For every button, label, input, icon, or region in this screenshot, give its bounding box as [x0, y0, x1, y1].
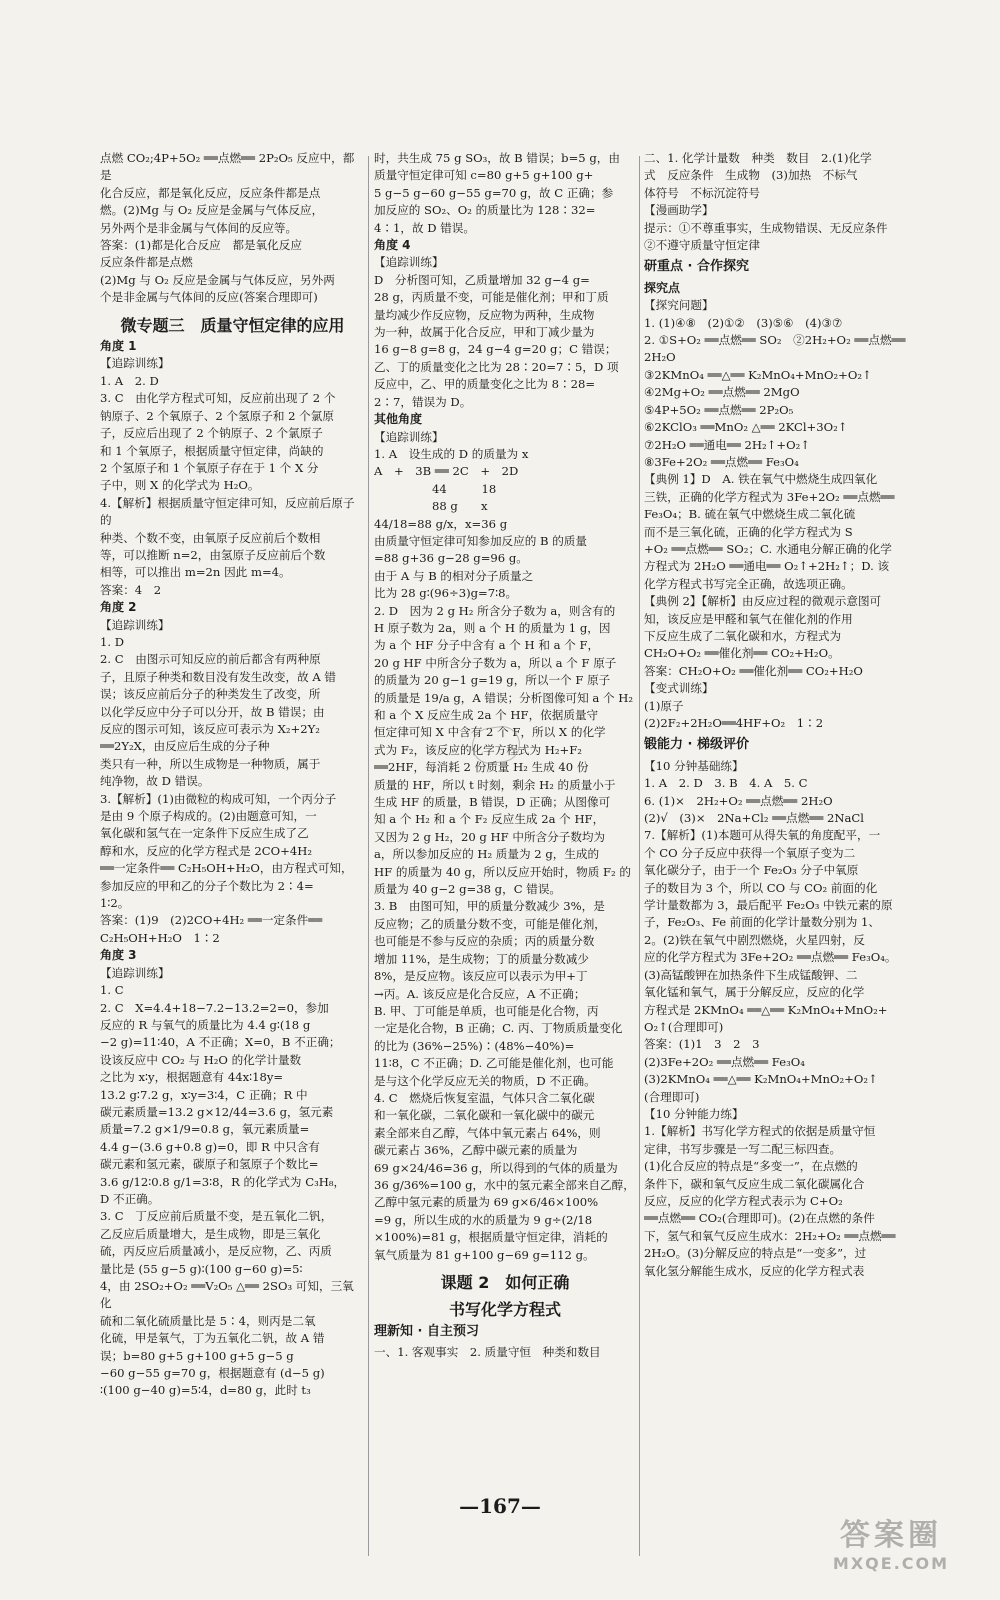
text-line: 反应的图示可知，该反应可表示为 X₂+2Y₂ [100, 722, 320, 736]
text-line: 子中，则 X 的化学式为 H₂O。 [100, 478, 260, 493]
text-line: 相等，可以推出 m=2n 因此 m=4。 [100, 565, 291, 580]
text-line: 一定是化合物，B 正确；C. 丙、丁物质质量变化 [374, 1021, 623, 1036]
text-line: 设该反应中 CO₂ 与 H₂O 的化学计量数 [100, 1052, 302, 1067]
text-line: 子，Fe₂O₃、Fe 前面的化学计量数分别为 1、 [644, 915, 880, 930]
text-line: 【典例 2】【解析】由反应过程的微观示意图可 [644, 594, 882, 609]
text-line: 和 a 个 X 反应生成 2a 个 HF，依据质量守 [374, 708, 599, 722]
text-line: 3. C 由化学方程式可知，反应前出现了 2 个 [100, 391, 336, 406]
text-line: 知，该反应是甲醛和氧气在催化剂的作用 [644, 611, 853, 626]
text-line: 参加反应的甲和乙的分子个数比为 2∶4= [100, 878, 314, 893]
text-line: 钠原子、2 个氧原子、2 个氢原子和 2 个氯原 [100, 408, 334, 423]
text-line: 20 g HF 中所含分子数为 a，所以 a 个 F 原子 [374, 655, 617, 670]
text-line: 又因为 2 g H₂，20 g HF 中所含分子数均为 [374, 829, 606, 844]
text-line: 5 g−5 g−60 g−55 g=70 g，故 C 正确；参 [374, 185, 614, 200]
text-line: 化合反应，都是氧化反应，反应条件都是点 [100, 185, 321, 200]
text-line: ⑥2KClO₃ ══MnO₂ △══ 2KCl+3O₂↑ [644, 420, 848, 435]
text-line: →丙。A. 该反应是化合反应，A 不正确； [374, 986, 586, 1001]
section-heading: 微专题三 质量守恒定律的应用 [120, 315, 345, 335]
text-line: =88 g+36 g−28 g=96 g。 [374, 551, 528, 566]
text-line: O₂↑(合理即可) [644, 1019, 724, 1034]
text-line: 69 g×24/46=36 g，所以得到的气体的质量为 [374, 1160, 618, 1175]
text-line: 定律，书写步骤是一写二配三标四查。 [644, 1141, 842, 1156]
text-line: a，所以参加反应的 H₂ 质量为 2 g，生成的 [374, 847, 600, 862]
text-line: 44/18=88 g/x，x=36 g [374, 516, 508, 531]
text-line: 1. A 设生成的 D 的质量为 x [374, 446, 529, 461]
text-line: 【探究问题】 [644, 298, 714, 313]
text-line: H 原子数为 2a，则 a 个 H 的质量为 1 g，因 [374, 620, 611, 635]
text-line: (1)原子 [644, 698, 684, 713]
text-line: 知 a 个 H₂ 和 a 个 F₂ 反应生成 2a 个 HF， [374, 812, 605, 827]
text-line: 16 g−8 g=8 g，24 g−4 g=20 g；C 错误； [374, 342, 617, 357]
text-line: (2)3Fe+2O₂ ══点燃══ Fe₃O₄ [644, 1054, 805, 1069]
text-line: 4.【解析】根据质量守恒定律可知，反应前后原子的 [100, 495, 355, 528]
text-line: 应的化学方程式为 3Fe+2O₂ ══点燃══ Fe₃O₄。 [644, 950, 897, 965]
text-line: 2. D 因为 2 g H₂ 所含分子数为 a，则含有的 [374, 603, 616, 618]
text-line: 学计量数都为 3，最后配平 Fe₂O₃ 中铁元素的原 [644, 898, 893, 913]
text-line: 误；b=80 g+5 g+100 g+5 g−5 g [100, 1348, 294, 1363]
text-line: 一、1. 客观事实 2. 质量守恒 种类和数目 [374, 1345, 601, 1360]
section-banner: 研重点 · 合作探究 [644, 259, 749, 275]
text-line: (2)Mg 与 O₂ 反应是金属与气体反应，另外两 [100, 272, 335, 287]
text-line: ×100%)=81 g，根据质量守恒定律，消耗的 [374, 1230, 608, 1245]
text-line: D 不正确。 [100, 1191, 160, 1206]
text-line: 反应，反应的化学方程式表示为 C+O₂ [644, 1193, 843, 1208]
text-line: 和 1 个氧原子，根据质量守恒定律，尚缺的 [100, 443, 324, 458]
text-line: 三铁，正确的化学方程式为 3Fe+2O₂ ══点燃══ [644, 489, 895, 504]
text-line: 【10 分钟基础练】 [644, 758, 744, 773]
text-line: 8%，是反应物。该反应可以表示为甲+丁 [374, 969, 588, 984]
text-line: 36 g/36%=100 g，水中的氢元素全部来自乙醇， [374, 1177, 635, 1192]
text-line: 是与这个化学反应无关的物质，D 不正确。 [374, 1073, 596, 1088]
text-line: 7.【解析】(1)本题可从得失氧的角度配平，一 [644, 828, 881, 843]
text-line: 醇和水，反应的化学方程式是 2CO+4H₂ [100, 843, 313, 858]
text-line: 1∶2。 [100, 896, 130, 911]
text-line: 11∶8，C 不正确；D. 乙可能是催化剂，也可能 [374, 1056, 614, 1071]
text-line: 碳元素和氢元素，碳原子和氢原子个数比= [100, 1157, 319, 1172]
text-line: 2∶7，错误为 D。 [374, 394, 472, 409]
section-heading: 课题 2 如何正确 [440, 1273, 570, 1292]
section-banner: 锻能力 · 梯级评价 [644, 737, 749, 753]
text-line: −2 g)=11∶40，A 不正确；X=0，B 不正确； [100, 1035, 341, 1050]
text-line: 个 CO 分子反应中获得一个氧原子变为二 [644, 845, 856, 860]
text-line: 硫和二氧化硫质量比是 5∶4，则丙是二氧 [100, 1313, 316, 1328]
text-line: 纯净物，故 D 错误。 [100, 774, 210, 789]
text-line: 素全部来自乙醇，气体中氧元素占 64%，则 [374, 1125, 601, 1140]
text-line: ④2Mg+O₂ ══点燃══ 2MgO [644, 385, 800, 400]
text-line: 探究点 [644, 280, 681, 295]
text-line: Fe₃O₄；B. 硫在氧气中燃烧生成二氧化硫 [644, 507, 856, 522]
text-line: ══2Y₂X，由反应后生成的分子种 [100, 739, 270, 754]
text-line: 答案：(1)1 3 2 3 [644, 1037, 760, 1052]
text-line: =9 g，所以生成的水的质量为 9 g÷(2/18 [374, 1212, 593, 1227]
text-line: 1. A 2. D [100, 373, 159, 388]
text-line: 答案：(1)9 (2)2CO+4H₂ ══一定条件══ [100, 913, 323, 928]
text-line: 子的数目为 3 个，所以 CO 与 CO₂ 前面的化 [644, 880, 878, 895]
text-line: 【追踪训练】 [374, 429, 444, 444]
text-line: 反应条件都是点燃 [100, 255, 193, 270]
text-line: 化硫，甲是氧气，丁为五氧化二钒，故 A 错 [100, 1331, 325, 1346]
text-line: ⑦2H₂O ══通电══ 2H₂↑+O₂↑ [644, 437, 810, 452]
text-line: ③2KMnO₄ ══△══ K₂MnO₄+MnO₂+O₂↑ [644, 367, 872, 382]
text-line: C₂H₅OH+H₂O 1∶2 [100, 930, 220, 945]
text-line: 氧化碳分子，由于一个 Fe₂O₃ 分子中氧原 [644, 863, 859, 878]
text-line: 为一种，故属于化合反应，甲和丁减少量为 [374, 325, 595, 340]
text-line: (2)2F₂+2H₂O══4HF+O₂ 1∶2 [644, 716, 824, 730]
text-line: 质量=7.2 g×1/9=0.8 g，氧元素质量= [100, 1122, 310, 1137]
text-line: 以化学反应中分子可以分开，故 B 错误；由 [100, 704, 325, 719]
text-line: 质量的 HF，所以 t 时刻，剩余 H₂ 的质量小于 [374, 777, 616, 792]
text-line: 体符号 不标沉淀符号 [644, 185, 760, 200]
text-line: 【追踪训练】 [100, 356, 170, 371]
text-line: CH₂O+O₂ ══催化剂══ CO₂+H₂O。 [644, 646, 840, 661]
text-line: 角度 3 [100, 948, 137, 963]
text-line: −60 g−55 g=70 g，根据题意有 (d−5 g) [100, 1366, 325, 1381]
text-line: 量比是 (55 g−5 g)∶(100 g−60 g)=5∶ [100, 1261, 303, 1276]
text-line: 氧化碳和氢气在一定条件下反应生成了乙 [100, 826, 309, 841]
text-line: 1. C [100, 983, 124, 998]
text-line: 个是非金属与气体间的反应(答案合理即可) [100, 290, 318, 305]
text-line: 3. C 丁反应前后质量不变，是五氧化二钒， [100, 1209, 333, 1224]
text-line: 方程式是 2KMnO₄ ══△══ K₂MnO₄+MnO₂+ [644, 1002, 888, 1017]
text-line: 【典例 1】D A. 铁在氧气中燃烧生成四氧化 [644, 472, 878, 487]
text-line: 碳元素占 36%，乙醇中碳元素的质量为 [374, 1143, 578, 1158]
text-line: ══2HF，每消耗 2 份质量 H₂ 生成 40 份 [374, 760, 589, 775]
text-line: 而不是三氧化硫，正确的化学方程式为 S [644, 524, 853, 539]
text-line: 之比为 x∶y，根据题意有 44x∶18y= [100, 1070, 284, 1085]
text-line: 质量为 40 g−2 g=38 g，C 错误。 [374, 882, 562, 897]
text-line: 角度 1 [100, 339, 137, 354]
text-line: 2 个氢原子和 1 个氧原子存在于 1 个 X 分 [100, 460, 319, 475]
text-line: ⑧3Fe+2O₂ ══点燃══ Fe₃O₄ [644, 454, 799, 469]
text-line: 化学方程式书写完全正确，故选项正确。 [644, 576, 853, 591]
text-line: 是由 9 个原子构成的。(2)由题意可知，一 [100, 809, 317, 824]
text-line: 子，反应后出现了 2 个钠原子、2 个氯原子 [100, 426, 323, 441]
text-line: 氧化锰和氧气，属于分解反应，反应的化学 [644, 985, 865, 1000]
text-line: 子，且原子种类和数目没有发生改变，故 A 错 [100, 669, 337, 684]
text-line: 【变式训练】 [644, 681, 714, 696]
text-line: 等，可以推断 n=2，由氢原子反应前后个数 [100, 547, 326, 562]
text-line: 反应物；乙的质量分数不变，可能是催化剂， [374, 916, 606, 931]
watermark-url: MXQE.COM [832, 1554, 950, 1573]
text-line: 【追踪训练】 [100, 965, 170, 980]
text-line: ══一定条件══ C₂H₅OH+H₂O，由方程式可知， [100, 861, 353, 876]
text-line: 乙醇中氢元素的质量为 69 g×6/46×100% [374, 1195, 599, 1210]
text-line: 加反应的 SO₂、O₂ 的质量比为 128∶32= [374, 203, 596, 218]
text-line: 28 g，丙质量不变，可能是催化剂；甲和丁质 [374, 290, 609, 305]
text-line: 答案：CH₂O+O₂ ══催化剂══ CO₂+H₂O [644, 663, 863, 678]
text-line: 乙、丁的质量变化之比为 28∶20=7∶5，D 项 [374, 359, 619, 374]
text-line: 2. C 由图示可知反应的前后都含有两种原 [100, 652, 321, 667]
text-line: 误；该反应前后分子的种类发生了改变，所 [100, 687, 321, 702]
text-line: 时，共生成 75 g SO₃，故 B 错误；b=5 g，由 [374, 151, 620, 165]
text-line: 条件下，碳和氧气反应生成二氧化碳属化合 [644, 1176, 865, 1191]
text-line: 的比为 (36%−25%)∶(48%−40%)= [374, 1038, 575, 1053]
text-line: ②不遵守质量守恒定律 [644, 238, 760, 253]
text-line: +O₂ ══点燃══ SO₂；C. 水通电分解正确的化学 [644, 541, 892, 556]
answer-column-left [100, 150, 365, 1568]
text-line: 式为 F₂，该反应的化学方程式为 H₂+F₂ [374, 742, 582, 757]
text-line: HF 的质量为 40 g，所以反应开始时，物质 F₂ 的 [374, 864, 631, 879]
text-line: 4. C 燃烧后恢复室温，气体只含二氧化碳 [374, 1090, 595, 1105]
text-line: 【漫画助学】 [644, 203, 714, 218]
text-line: A + 3B ══ 2C + 2D [374, 464, 519, 479]
text-line: (2)√ (3)× 2Na+Cl₂ ══点燃══ 2NaCl [644, 811, 864, 826]
column-divider [368, 156, 369, 1556]
text-line: (1)化合反应的特点是“多变一”，在点燃的 [644, 1159, 858, 1174]
text-line: 1. A 2. D 3. B 4. A 5. C [644, 776, 808, 791]
text-line: 点燃 CO₂;4P+5O₂ ══点燃══ 2P₂O₅ 反应中，都是 [100, 151, 355, 183]
text-line: 二、1. 化学计量数 种类 数目 2.(1)化学 [644, 151, 872, 165]
text-line: 4∶1，故 D 错误。 [374, 220, 475, 235]
text-line: 由于 A 与 B 的相对分子质量之 [374, 568, 534, 583]
text-line: (3)2KMnO₄ ══△══ K₂MnO₄+MnO₂+O₂↑ [644, 1072, 878, 1087]
text-line: 44 18 [374, 481, 497, 496]
text-line: 2。(2)铁在氧气中剧烈燃烧，火星四射，反 [644, 932, 865, 947]
text-line: ⑤4P+5O₂ ══点燃══ 2P₂O₅ [644, 402, 794, 417]
text-line: 质量守恒定律可知 c=80 g+5 g+100 g+ [374, 168, 594, 183]
text-line: 氧化氢分解能生成水，反应的化学方程式表 [644, 1263, 865, 1278]
watermark-logo [796, 1518, 986, 1580]
text-line: 【追踪训练】 [100, 617, 170, 632]
text-line: 【10 分钟能力练】 [644, 1106, 744, 1121]
text-line: 2. ①S+O₂ ══点燃══ SO₂ ②2H₂+O₂ ══点燃══ 2H₂O [644, 333, 910, 365]
text-line: 另外两个是非金属与气体间的反应等。 [100, 220, 298, 235]
answer-column-right [644, 150, 912, 1568]
text-line: 的质量是 19/a g，A 错误；分析图像可知 a 个 H₂ [374, 690, 634, 705]
text-line: 3.【解析】(1)由微粒的构成可知，一个丙分子 [100, 791, 337, 806]
text-line: 4.4 g−(3.6 g+0.8 g)=0，即 R 中只含有 [100, 1139, 320, 1154]
text-line: 2. C X=4.4+18−7.2−13.2=2=0，参加 [100, 1000, 329, 1015]
text-line: 答案：4 2 [100, 582, 162, 597]
text-line: B. 甲、丁可能是单质，也可能是化合物，丙 [374, 1003, 599, 1018]
column-divider [639, 156, 640, 1556]
text-line: 1. (1)④⑧ (2)①② (3)⑤⑥ (4)③⑦ [644, 315, 843, 330]
text-line: 类只有一种，所以生成物是一种物质，属于 [100, 756, 321, 771]
text-line: 硫，丙反应后质量减小，是反应物，乙、丙质 [100, 1244, 332, 1259]
text-line: 氧气质量为 81 g+100 g−69 g=112 g。 [374, 1247, 595, 1262]
text-line: 由质量守恒定律可知参加反应的 B 的质量 [374, 533, 587, 548]
text-line: 碳元素质量=13.2 g×12/44=3.6 g，氢元素 [100, 1104, 334, 1119]
text-line: 乙反应后质量增大，是生成物，即是三氧化 [100, 1226, 321, 1241]
text-line: (合理即可) [644, 1089, 700, 1104]
text-line: 的质量为 20 g−1 g=19 g，所以一个 F 原子 [374, 673, 611, 688]
text-line: (3)高锰酸钾在加热条件下生成锰酸钾、二 [644, 967, 858, 982]
text-line: 【追踪训练】 [374, 255, 444, 270]
text-line: 也可能是不参与反应的杂质；丙的质量分数 [374, 934, 595, 949]
text-line: 增加 11%，是生成物；丁的质量分数减少 [374, 951, 589, 966]
text-line: 4，由 2SO₂+O₂ ══V₂O₅ △══ 2SO₃ 可知，三氧化 [100, 1279, 354, 1311]
text-line: 88 g x [374, 499, 488, 514]
text-line: 角度 2 [100, 600, 137, 615]
text-line: 3. B 由图可知，甲的质量分数减少 3%，是 [374, 899, 605, 914]
text-line: 答案：(1)都是化合反应 都是氧化反应 [100, 238, 302, 253]
text-line: 比为 28 g∶(96÷3)g=7∶8。 [374, 586, 518, 601]
text-line: ∶(100 g−40 g)=5∶4，d=80 g，此时 t₃ [100, 1383, 311, 1398]
text-line: 燃。(2)Mg 与 O₂ 反应是金属与气体反应， [100, 203, 324, 218]
text-line: ══点燃══ CO₂(合理即可)。(2)在点燃的条件 [644, 1211, 875, 1226]
text-line: 1.【解析】书写化学方程式的依据是质量守恒 [644, 1124, 876, 1139]
watermark-mark: 答案圈 [840, 1518, 942, 1553]
text-line: 和一氧化碳，二氧化碳和一氧化碳中的碳元 [374, 1108, 595, 1123]
text-line: 1. D [100, 634, 125, 649]
text-line: 种类、个数不变，由氧原子反应前后个数相 [100, 530, 321, 545]
section-banner: 理新知 · 自主预习 [374, 1323, 479, 1339]
text-line: 6. (1)× 2H₂+O₂ ══点燃══ 2H₂O [644, 793, 833, 808]
text-line: 提示：①不尊重事实，生成物错误、无反应条件 [644, 220, 888, 235]
text-line: 13.2 g∶7.2 g，x∶y=3∶4，C 正确；R 中 [100, 1087, 308, 1102]
text-line: 2H₂O。(3)分解反应的特点是“一变多”，过 [644, 1246, 867, 1261]
text-line: 恒定律可知 X 中含有 2 个 F，所以 X 的化学 [374, 725, 606, 740]
text-line: D 分析图可知，乙质量增加 32 g−4 g= [374, 272, 590, 287]
page-number: —167— [459, 1494, 541, 1518]
answer-column-middle [374, 150, 636, 1568]
text-line: 下，氢气和氧气反应生成水：2H₂+O₂ ══点燃══ [644, 1228, 896, 1243]
text-line: 式 反应条件 生成物 (3)加热 不标气 [644, 168, 858, 183]
text-line: 量均减少作反应物，反应物为两种，生成物 [374, 307, 595, 322]
text-line: 生成 HF 的质量，B 错误，D 正确；从图像可 [374, 795, 611, 810]
section-heading: 书写化学方程式 [448, 1300, 561, 1320]
text-line: 反应中，乙、甲的质量变化之比为 8∶28= [374, 377, 596, 392]
text-line: 方程式为 2H₂O ══通电══ O₂↑+2H₂↑；D. 该 [644, 559, 890, 574]
text-line: 反应的 R 与氧气的质量比为 4.4 g∶(18 g [100, 1017, 311, 1032]
text-line: 其他角度 [374, 412, 423, 427]
text-line: 角度 4 [374, 238, 411, 253]
text-line: 为 a 个 HF 分子中含有 a 个 H 和 a 个 F， [374, 638, 600, 653]
text-line: 3.6 g/12∶0.8 g/1=3∶8，R 的化学式为 C₃H₈， [100, 1174, 346, 1189]
text-line: 下反应生成了二氧化碳和水，方程式为 [644, 628, 842, 643]
